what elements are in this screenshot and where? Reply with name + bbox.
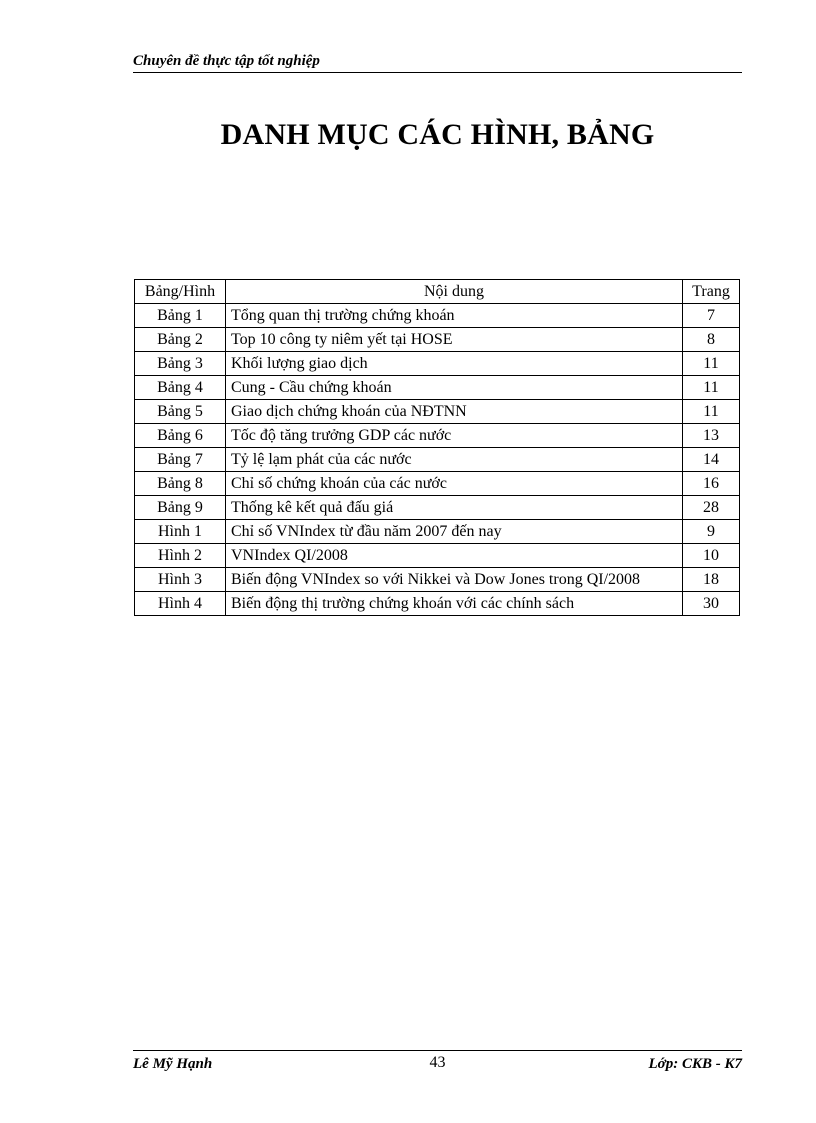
page-footer (133, 1050, 742, 1081)
item-content: Khối lượng giao dịch (226, 352, 683, 376)
item-label: Bảng 5 (135, 400, 226, 424)
item-content: Cung - Cầu chứng khoán (226, 376, 683, 400)
table-header-row (135, 280, 740, 304)
item-content: Top 10 công ty niêm yết tại HOSE (226, 328, 683, 352)
item-page: 7 (683, 304, 740, 328)
item-page: 11 (683, 376, 740, 400)
table-row (135, 520, 740, 544)
column-header-item: Bảng/Hình (135, 280, 226, 304)
item-content: Tỷ lệ lạm phát của các nước (226, 448, 683, 472)
table-row (135, 424, 740, 448)
column-header-page: Trang (683, 280, 740, 304)
item-page: 16 (683, 472, 740, 496)
page-header (133, 52, 742, 73)
item-page: 14 (683, 448, 740, 472)
item-page: 13 (683, 424, 740, 448)
item-page: 9 (683, 520, 740, 544)
item-page: 18 (683, 568, 740, 592)
item-page: 28 (683, 496, 740, 520)
table-row (135, 400, 740, 424)
page-title: DANH MỤC CÁC HÌNH, BẢNG (220, 118, 655, 151)
figures-tables-list (134, 279, 740, 616)
item-label: Hình 1 (135, 520, 226, 544)
table-row (135, 376, 740, 400)
table-row (135, 448, 740, 472)
table-row (135, 328, 740, 352)
item-content: Tốc độ tăng trưởng GDP các nước (226, 424, 683, 448)
table-row (135, 304, 740, 328)
table-row (135, 352, 740, 376)
table-row (135, 496, 740, 520)
table-row (135, 472, 740, 496)
table-row (135, 568, 740, 592)
item-content: Chỉ số chứng khoán của các nước (226, 472, 683, 496)
item-content: Biến động VNIndex so với Nikkei và Dow Jones trong QI/2008 (226, 568, 683, 592)
item-page: 30 (683, 592, 740, 616)
item-content: Tổng quan thị trường chứng khoán (226, 304, 683, 328)
item-label: Bảng 6 (135, 424, 226, 448)
author-name: Lê Mỹ Hạnh (133, 1056, 213, 1072)
table-row (135, 592, 740, 616)
item-label: Bảng 8 (135, 472, 226, 496)
item-page: 8 (683, 328, 740, 352)
item-content: Thống kê kết quả đấu giá (226, 496, 683, 520)
item-page: 10 (683, 544, 740, 568)
item-content: VNIndex QI/2008 (226, 544, 683, 568)
header-title: Chuyên đề thực tập tốt nghiệp (133, 53, 320, 69)
item-label: Bảng 4 (135, 376, 226, 400)
column-header-content: Nội dung (226, 280, 683, 304)
item-page: 11 (683, 352, 740, 376)
table-row (135, 544, 740, 568)
item-label: Hình 3 (135, 568, 226, 592)
item-label: Bảng 3 (135, 352, 226, 376)
item-label: Bảng 9 (135, 496, 226, 520)
item-label: Bảng 1 (135, 304, 226, 328)
item-label: Bảng 7 (135, 448, 226, 472)
page-number: 43 (429, 1054, 446, 1071)
item-label: Hình 2 (135, 544, 226, 568)
item-label: Bảng 2 (135, 328, 226, 352)
item-label: Hình 4 (135, 592, 226, 616)
item-content: Biến động thị trường chứng khoán với các chính sách (226, 592, 683, 616)
item-content: Chỉ số VNIndex từ đầu năm 2007 đến nay (226, 520, 683, 544)
class-label: Lớp: CKB - K7 (648, 1056, 742, 1072)
item-page: 11 (683, 400, 740, 424)
item-content: Giao dịch chứng khoán của NĐTNN (226, 400, 683, 424)
